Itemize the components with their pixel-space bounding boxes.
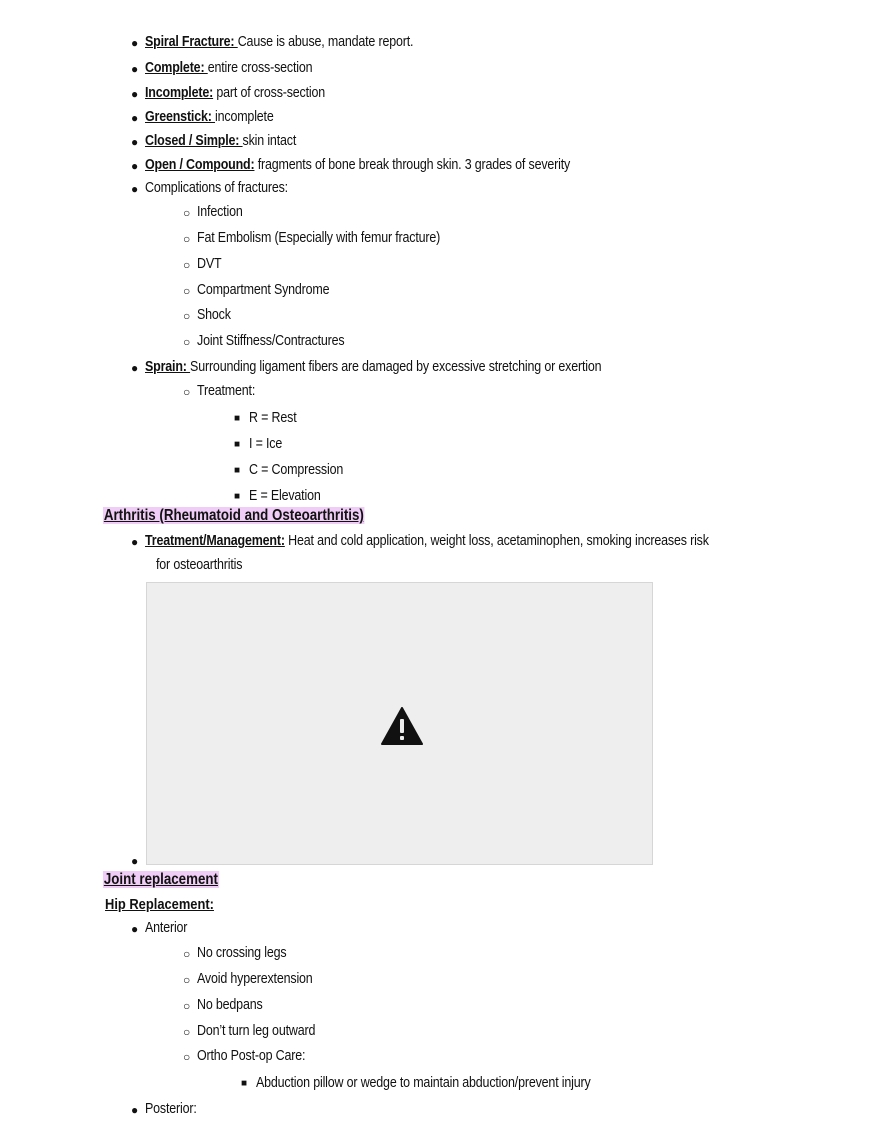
desc-sprain: Surrounding ligament fibers are damaged by excessive stretching or exertion <box>190 359 602 375</box>
complication-item: DVT <box>197 256 222 272</box>
anterior-item: Ortho Post-op Care: <box>197 1048 306 1064</box>
term-open-compound: Open / Compound: <box>145 157 255 173</box>
bullet-square: ■ <box>234 491 241 502</box>
complication-item: Infection <box>197 204 243 220</box>
list-item-treatment-management <box>145 532 709 550</box>
term-incomplete: Incomplete: <box>145 85 214 101</box>
bullet-square: ■ <box>234 413 241 424</box>
bullet-circle: ○ <box>183 206 191 220</box>
warning-icon <box>381 707 423 745</box>
postop-item: Abduction pillow or wedge to maintain abduction/prevent injury <box>256 1075 591 1091</box>
desc-treatment-management-cont: for osteoarthritis <box>156 557 243 573</box>
desc-closed-simple: skin intact <box>242 133 297 149</box>
anterior-label: Anterior <box>145 920 188 936</box>
bullet-disc: ● <box>131 62 139 76</box>
term-treatment-management: Treatment/Management: <box>145 533 285 549</box>
bullet-disc: ● <box>131 159 139 173</box>
bullet-circle: ○ <box>183 232 191 246</box>
anterior-item: No bedpans <box>197 997 263 1013</box>
heading-arthritis <box>103 506 365 526</box>
desc-greenstick: incomplete <box>215 109 274 125</box>
bullet-circle: ○ <box>183 973 191 987</box>
rice-item: R = Rest <box>249 410 297 426</box>
list-item-greenstick <box>145 108 274 126</box>
list-item-incomplete <box>145 84 325 102</box>
heading-joint-replacement-text: Joint replacement <box>103 871 218 888</box>
bullet-disc: ● <box>131 535 139 549</box>
list-item-open-compound <box>145 156 570 174</box>
desc-complete: entire cross-section <box>207 60 313 76</box>
heading-joint-replacement <box>103 870 219 890</box>
subheading-hip-replacement: Hip Replacement: <box>105 896 214 913</box>
bullet-disc: ● <box>131 36 139 50</box>
bullet-disc: ● <box>131 361 139 375</box>
bullet-circle: ○ <box>183 335 191 349</box>
list-item-closed-simple <box>145 132 296 150</box>
bullet-circle: ○ <box>183 258 191 272</box>
rice-item: E = Elevation <box>249 488 321 504</box>
list-item-spiral-fracture <box>145 33 413 51</box>
bullet-disc: ● <box>131 111 139 125</box>
desc-treatment-management: Heat and cold application, weight loss, acetaminophen, smoking increases risk <box>284 533 709 549</box>
term-complete: Complete: <box>145 60 208 76</box>
anterior-item: No crossing legs <box>197 945 287 961</box>
complications-label: Complications of fractures: <box>145 180 288 196</box>
bullet-disc: ● <box>131 922 139 936</box>
list-item-complete <box>145 59 312 77</box>
term-spiral-fracture: Spiral Fracture: <box>145 34 238 50</box>
bullet-disc: ● <box>131 135 139 149</box>
bullet-circle: ○ <box>183 1025 191 1039</box>
desc-incomplete: part of cross-section <box>213 85 326 101</box>
treatment-label: Treatment: <box>197 383 256 399</box>
rice-item: C = Compression <box>249 462 344 478</box>
posterior-label: Posterior: <box>145 1101 197 1117</box>
desc-open-compound: fragments of bone break through skin. 3 grades of severity <box>254 157 571 173</box>
list-item-sprain <box>145 358 601 376</box>
complication-item: Shock <box>197 307 231 323</box>
complication-item: Compartment Syndrome <box>197 282 330 298</box>
bullet-disc: ● <box>131 87 139 101</box>
image-placeholder <box>146 582 653 865</box>
term-greenstick: Greenstick: <box>145 109 216 125</box>
bullet-disc: ● <box>131 854 139 868</box>
bullet-disc: ● <box>131 182 139 196</box>
bullet-circle: ○ <box>183 284 191 298</box>
anterior-item: Don’t turn leg outward <box>197 1023 316 1039</box>
heading-arthritis-text: Arthritis (Rheumatoid and Osteoarthritis) <box>103 507 364 524</box>
bullet-circle: ○ <box>183 385 191 399</box>
bullet-square: ■ <box>234 465 241 476</box>
bullet-circle: ○ <box>183 309 191 323</box>
bullet-square: ■ <box>234 439 241 450</box>
anterior-item: Avoid hyperextension <box>197 971 313 987</box>
complication-item: Joint Stiffness/Contractures <box>197 333 345 349</box>
bullet-disc: ● <box>131 1103 139 1117</box>
bullet-circle: ○ <box>183 999 191 1013</box>
bullet-square: ■ <box>241 1078 248 1089</box>
term-closed-simple: Closed / Simple: <box>145 133 243 149</box>
bullet-circle: ○ <box>183 947 191 961</box>
desc-spiral-fracture: Cause is abuse, mandate report. <box>237 34 414 50</box>
rice-item: I = Ice <box>249 436 283 452</box>
term-sprain: Sprain: <box>145 359 191 375</box>
complication-item: Fat Embolism (Especially with femur fracture) <box>197 230 441 246</box>
bullet-circle: ○ <box>183 1050 191 1064</box>
